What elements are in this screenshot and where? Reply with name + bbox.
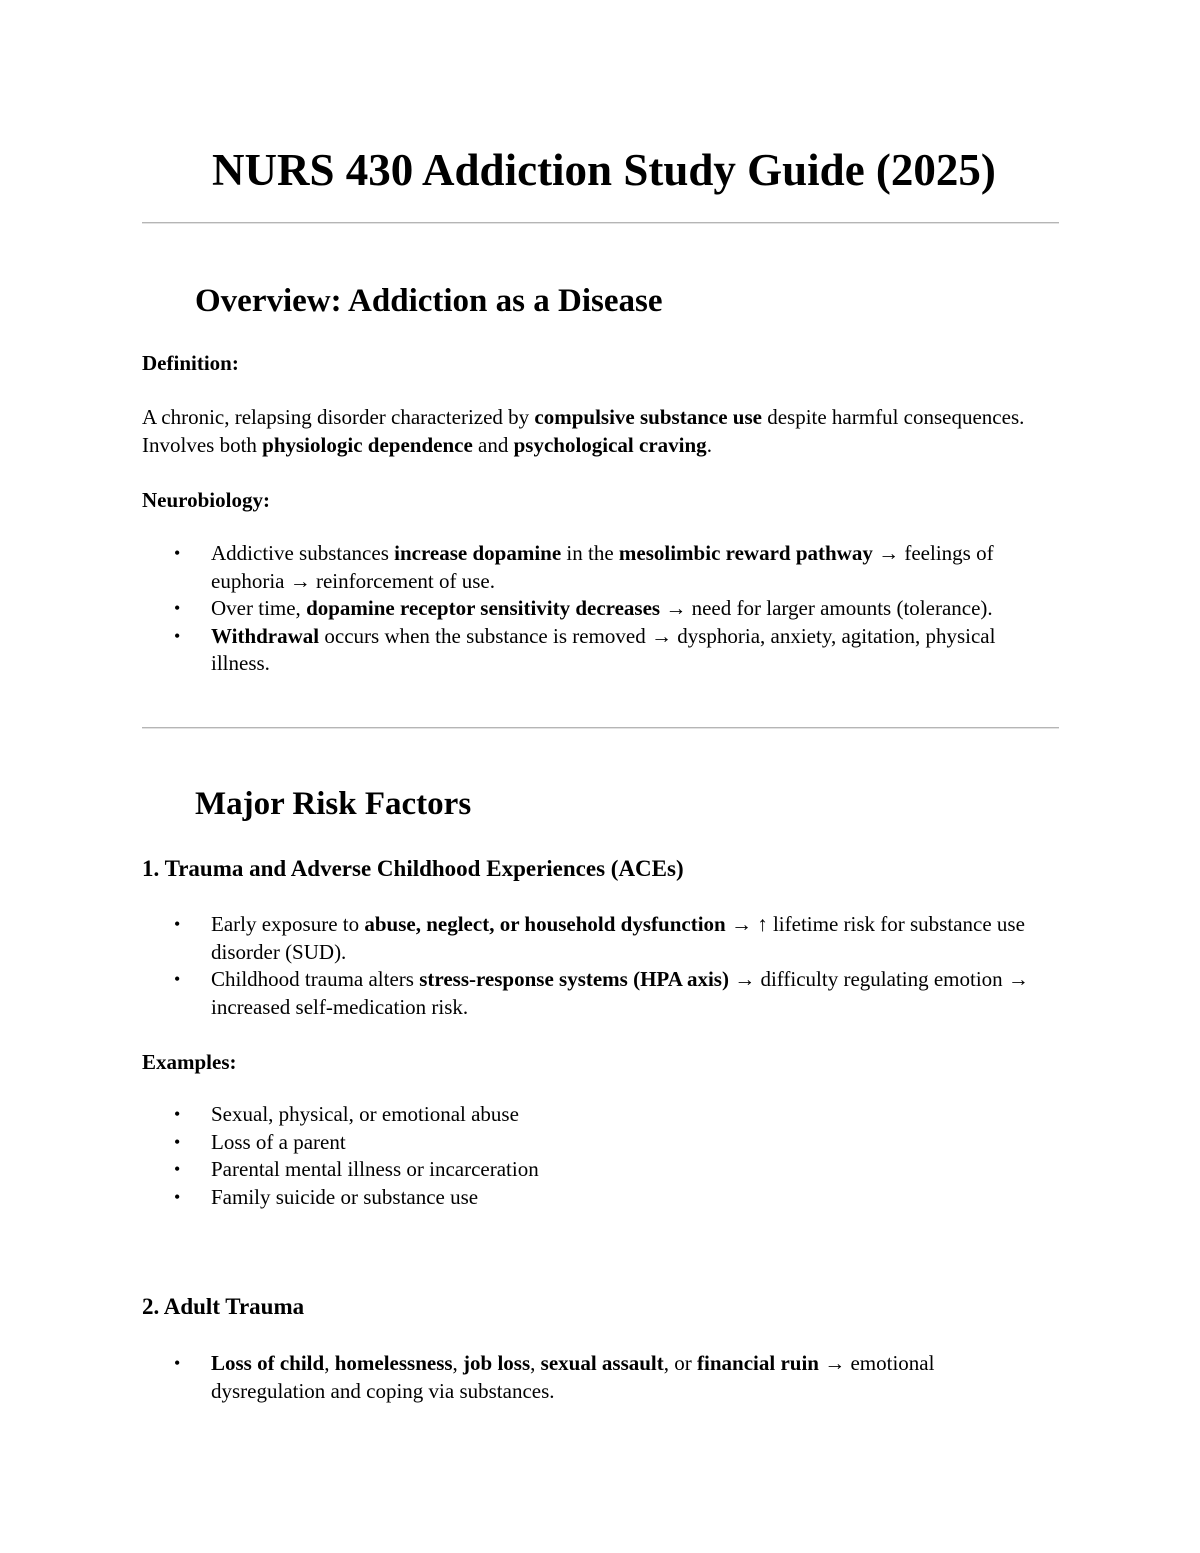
definition-label: Definition: — [142, 351, 239, 375]
neurobiology-label: Neurobiology: — [142, 488, 270, 512]
bullet-icon: • — [174, 543, 181, 563]
list-item: • Addictive substances increase dopamine in the mesolimbic reward pathway → feelings of euphoria → reinforcement of use. — [174, 541, 994, 593]
subsection-heading-adult-trauma: 2. Adult Trauma — [142, 1294, 305, 1319]
section-heading-risk-factors: Major Risk Factors — [195, 786, 472, 822]
neurobiology-list — [142, 540, 1042, 678]
aces-list — [142, 911, 1042, 1021]
section-heading-overview: Overview: Addiction as a Disease — [195, 283, 663, 319]
examples-list — [142, 1101, 1042, 1211]
list-item: • Family suicide or substance use — [142, 1184, 1042, 1212]
bullet-icon: • — [174, 914, 181, 934]
bullet-icon: • — [174, 1131, 181, 1152]
bullet-icon: • — [174, 598, 181, 618]
definition-paragraph: A chronic, relapsing disorder characterized by compulsive substance use despite harmful consequences. Involves both physiologic dependence and psychological craving. — [142, 405, 1025, 457]
list-item: • Parental mental illness or incarceration — [142, 1156, 1042, 1184]
list-item: • Over time, dopamine receptor sensitivity decreases → need for larger amounts (tolerance). — [142, 595, 1042, 623]
list-item: • Childhood trauma alters stress-response systems (HPA axis) → difficulty regulating emotion → increased self-medication risk. — [174, 967, 1029, 1019]
bullet-icon: • — [174, 1186, 181, 1207]
bullet-icon: • — [174, 969, 181, 989]
document-title: NURS 430 Addiction Study Guide (2025) — [212, 145, 996, 195]
list-item: • Loss of a parent — [142, 1129, 1042, 1157]
list-item: • Withdrawal occurs when the substance is removed → dysphoria, anxiety, agitation, physical illness. — [174, 623, 996, 675]
horizontal-rule — [142, 222, 1059, 224]
bullet-icon: • — [174, 625, 181, 646]
bullet-icon: • — [174, 1353, 181, 1373]
adult-trauma-list — [142, 1350, 1042, 1405]
examples-label: Examples: — [142, 1050, 237, 1074]
list-item: • Loss of child, homelessness, job loss, sexual assault, or financial ruin → emotional dysregulation and coping via substances. — [174, 1351, 935, 1403]
bullet-icon: • — [174, 1104, 181, 1124]
list-item: • Early exposure to abuse, neglect, or household dysfunction → ↑ lifetime risk for substance use disorder (SUD). — [174, 912, 1025, 964]
horizontal-rule — [142, 727, 1059, 729]
subsection-heading-aces: 1. Trauma and Adverse Childhood Experiences (ACEs) — [142, 856, 684, 881]
bullet-icon: • — [174, 1159, 181, 1179]
list-item: • Sexual, physical, or emotional abuse — [142, 1101, 1042, 1129]
